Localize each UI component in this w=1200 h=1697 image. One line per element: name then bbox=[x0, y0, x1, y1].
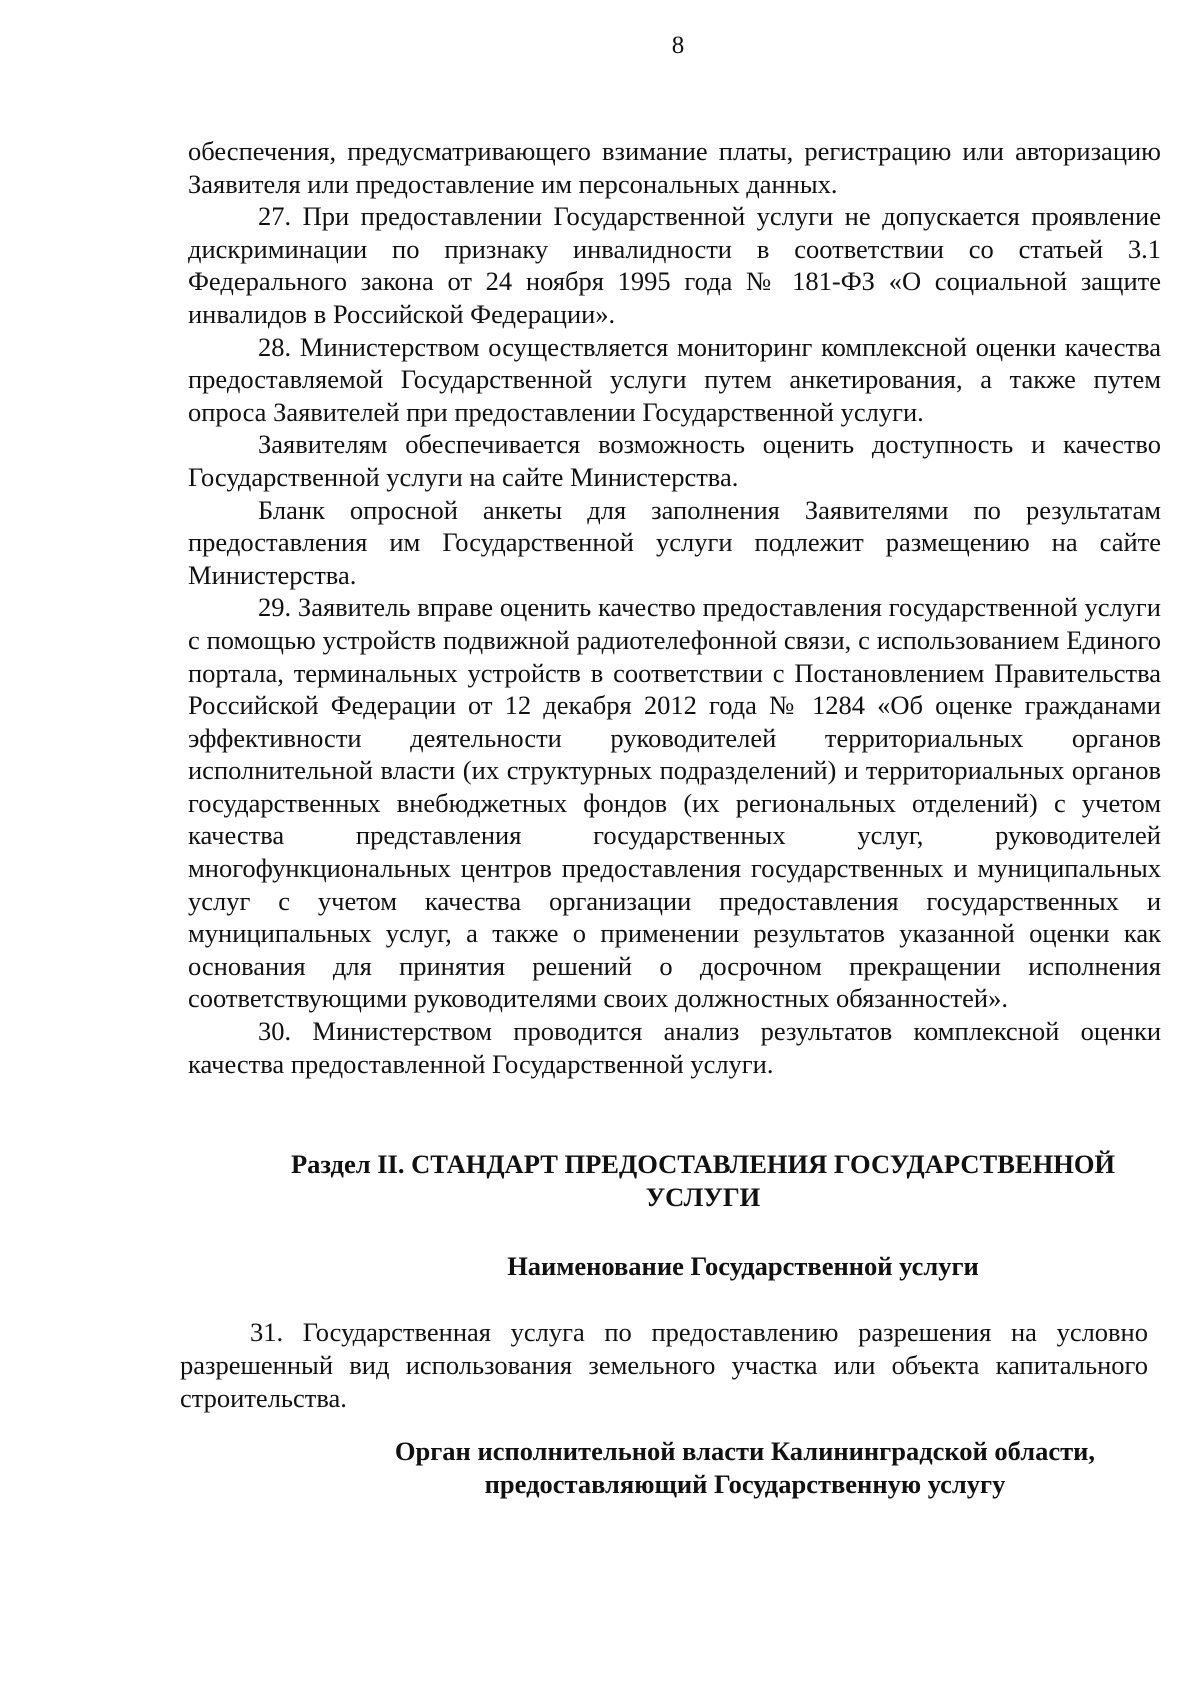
subsection-title-service-name: Наименование Государственной услуги bbox=[507, 1251, 979, 1281]
paragraph-28: 28. Министерством осуществляется мониторинг комплексной оценки качества предоставляемой Государственной услуги путем анкетирования, а также путем опроса Заявителей при предоставлении Государственной услуги. bbox=[188, 331, 1161, 427]
body-text-block-2 bbox=[180, 1316, 1148, 1415]
paragraph-28-form: Бланк опросной анкеты для заполнения Заявителями по результатам предоставления им Государственной услуги подлежит размещению на сайте Министерства. bbox=[188, 494, 1161, 590]
paragraph-30: 30. Министерством проводится анализ результатов комплексной оценки качества предоставленной Государственной услуги. bbox=[188, 1016, 1161, 1079]
page-number: 8 bbox=[671, 32, 685, 59]
body-text-block bbox=[188, 135, 1161, 1080]
paragraph-31: 31. Государственная услуга по предоставлению разрешения на условно разрешенный вид использования земельного участка или объекта капитального строительства. bbox=[180, 1317, 1148, 1413]
paragraph-27: 27. При предоставлении Государственной услуги не допускается проявление дискриминации по признаку инвалидности в соответствии со статьей 3.1 Федерального закона от 24 ноября 1995 года № 181-ФЗ «О социальной защите инвалидов в Российской Федерации». bbox=[188, 201, 1161, 329]
paragraph-29: 29. Заявитель вправе оценить качество предоставления государственной услуги с помощью устройств подвижной радиотелефонной связи, с использованием Единого портала, терминальных устройств в соответствии с Постановлением Правительства Российской Федерации от 12 декабря 2012 года № 1284 «Об оценке гражданами эффективности деятельности руководителей территориальных органов исполнительной власти (их структурных подразделений) и территориальных органов государственных внебюджетных фондов (их региональных отделений) с учетом качества представления государственных услуг, руководителей многофункциональных центров предоставления государственных и муниципальных услуг с учетом качества организации предоставления государственных и муниципальных услуг, а также о применении результатов указанной оценки как основания для принятия решений о досрочном прекращении исполнения соответствующими руководителями своих должностных обязанностей». bbox=[188, 592, 1161, 1014]
subsection-title-authority: Орган исполнительной власти Калининградской области, предоставляющий Государственную услугу bbox=[394, 1436, 1096, 1499]
paragraph-28-applicants: Заявителям обеспечивается возможность оценить доступность и качество Государственной услуги на сайте Министерства. bbox=[188, 429, 1161, 492]
section-title: Раздел II. СТАНДАРТ ПРЕДОСТАВЛЕНИЯ ГОСУДАРСТВЕННОЙ УСЛУГИ bbox=[290, 1149, 1116, 1212]
paragraph-continuation: обеспечения, предусматривающего взимание платы, регистрацию или авторизацию Заявителя или предоставление им персональных данных. bbox=[188, 136, 1161, 199]
